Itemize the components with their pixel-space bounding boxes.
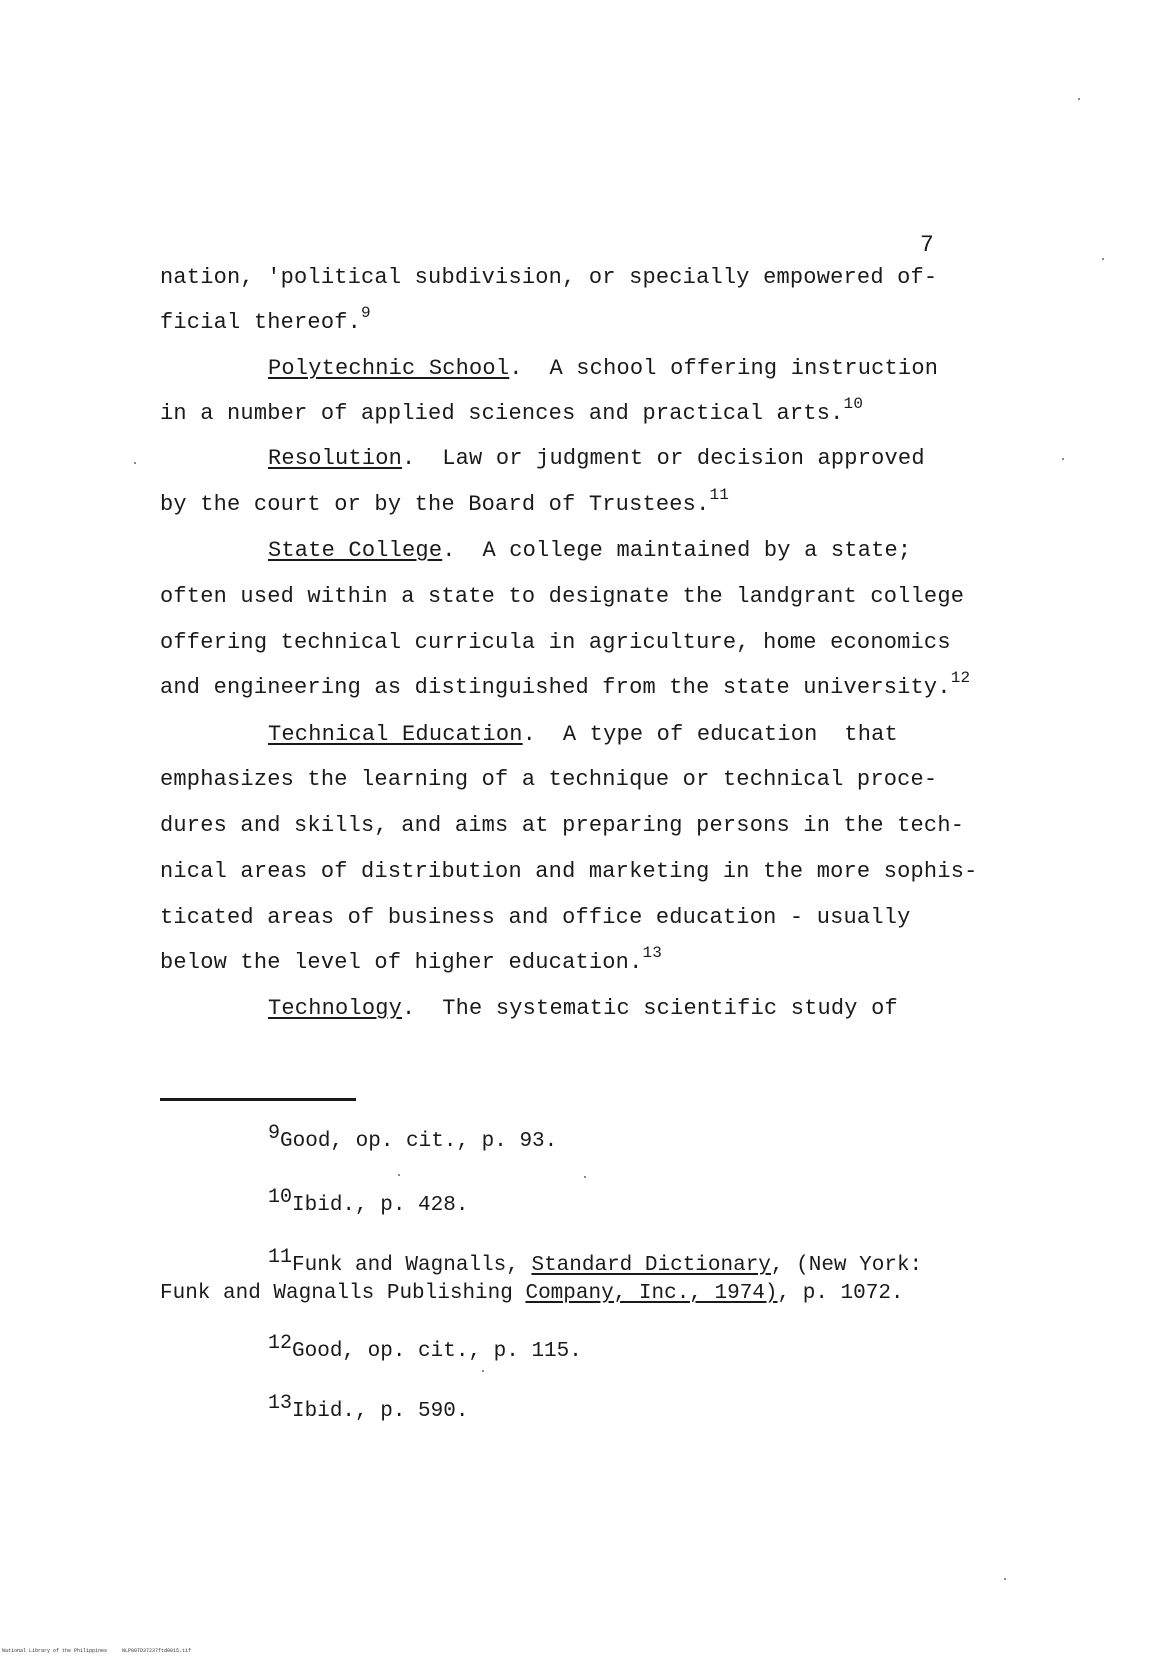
definition-technical-education: Technical Education. A type of education that — [268, 722, 898, 747]
body-line: and engineering as distinguished from the state university.$^{12}$ — [160, 669, 971, 700]
definition-technology: Technology. The systematic scientific study of — [268, 996, 898, 1021]
scan-speck — [1004, 1578, 1006, 1580]
footnote-9: $^9$Good, op. cit., p. 93. — [268, 1122, 558, 1153]
defined-term: Technical Education — [268, 722, 523, 747]
body-line: nical areas of distribution and marketing in the more sophis- — [160, 859, 978, 884]
scan-speck — [1078, 98, 1080, 100]
defined-term: Technology — [268, 996, 403, 1021]
definition-state-college: State College. A college maintained by a state; — [268, 538, 912, 563]
footnote-13: $^{13}$Ibid., p. 590. — [268, 1392, 469, 1423]
page-number: 7 — [920, 232, 934, 258]
body-line: in a number of applied sciences and practical arts.$^{10}$ — [160, 395, 864, 426]
scan-speck — [1062, 458, 1064, 460]
footnote-separator — [160, 1098, 356, 1101]
body-line: offering technical curricula in agriculture, home economics — [160, 630, 951, 655]
body-line: by the court or by the Board of Trustees.$^{11}$ — [160, 486, 730, 517]
scan-speck — [584, 1176, 586, 1178]
scan-speck — [398, 1174, 400, 1176]
defined-term: Resolution — [268, 446, 403, 471]
definition-resolution: Resolution. Law or judgment or decision approved — [268, 446, 925, 471]
footnote-ref: 10 — [843, 395, 864, 413]
body-line: often used within a state to designate the landgrant college — [160, 584, 965, 609]
scan-speck — [482, 1370, 484, 1372]
cited-title: Standard Dictionary — [531, 1254, 771, 1277]
body-line: ficial thereof.$^9$ — [160, 304, 371, 335]
footnote-11-continued: Funk and Wagnalls Publishing Company, Inc., 1974), p. 1072. — [160, 1282, 904, 1305]
defined-term: Polytechnic School — [268, 356, 510, 381]
footnote-10: $^{10}$Ibid., p. 428. — [268, 1186, 469, 1217]
defined-term: State College — [268, 538, 443, 563]
body-line: below the level of higher education.$^{13}$ — [160, 944, 663, 975]
footnote-ref: 11 — [709, 486, 730, 504]
scan-speck — [1102, 258, 1104, 260]
archive-label: National Library of the Philippines NLP00TD37237ftd0015.tif — [2, 1648, 192, 1654]
body-line: ticated areas of business and office education - usually — [160, 905, 911, 930]
definition-polytechnic-school: Polytechnic School. A school offering instruction — [268, 356, 939, 381]
body-line: nation, 'political subdivision, or specially empowered of- — [160, 265, 938, 290]
footnote-ref: 9 — [361, 304, 371, 322]
body-line: emphasizes the learning of a technique or technical proce- — [160, 767, 938, 792]
footnote-11: $^{11}$Funk and Wagnalls, Standard Dictionary, (New York: — [268, 1246, 923, 1277]
footnote-12: $^{12}$Good, op. cit., p. 115. — [268, 1332, 582, 1363]
body-line: dures and skills, and aims at preparing persons in the tech- — [160, 813, 965, 838]
footnote-ref: 13 — [642, 944, 663, 962]
footnote-ref: 12 — [950, 669, 971, 687]
scan-speck — [134, 462, 136, 464]
